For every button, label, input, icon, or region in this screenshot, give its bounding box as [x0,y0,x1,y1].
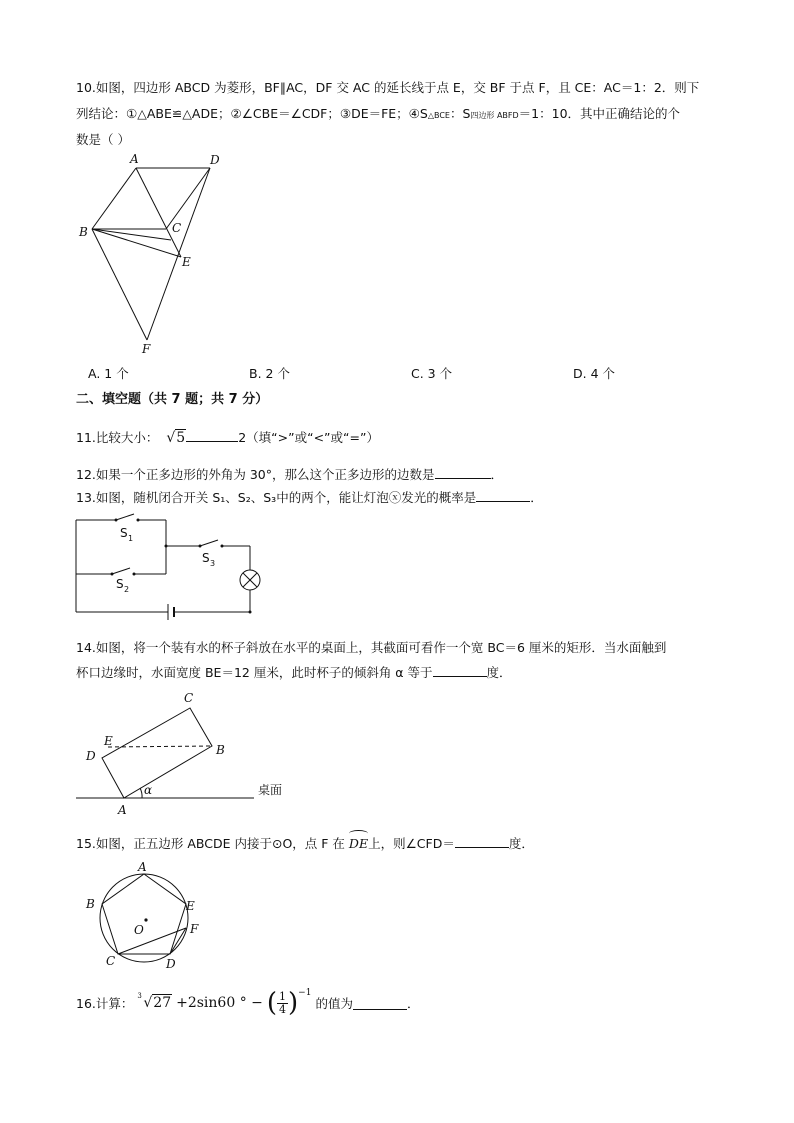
q11-answer-blank[interactable] [186,429,238,442]
q13-label-s3-sub: 3 [210,559,216,568]
q10-label-d: D [210,153,220,167]
switch-contacts [111,519,252,614]
q15-label-a: A [138,860,147,874]
q13-answer-blank[interactable] [476,489,530,502]
q14-label-table: 桌面 [258,783,283,797]
q14-line2 [76,663,512,681]
q10-line2-b: ：S [449,106,471,121]
q10-label-e: E [182,255,191,269]
q14-line2-b: 度． [486,665,512,680]
q15-figure [80,858,210,970]
q12-answer-blank[interactable] [435,466,491,479]
q16-exponent: −1 [298,988,312,998]
q10-line2 [76,104,680,122]
q14-figure [70,688,300,818]
q15-figure-lines [100,874,188,962]
q11-prefix: 11.比较大小： [76,430,159,445]
q10-line1: 10.如图，四边形 ABCD 为菱形，BF∥AC，DF 交 AC 的延长线于点 E，交 BF 于点 F，且 CE：AC＝1：2．则下 [76,80,700,95]
q16-mid: +2sin60 ° − [176,995,263,1011]
q12 [76,465,503,483]
q14-line1: 14.如图，将一个装有水的杯子斜放在水平的桌面上，其截面可看作一个宽 BC＝6 厘米的矩形．当水面触到 [76,640,667,655]
q10-label-b: B [79,225,88,239]
q16 [76,988,419,1018]
q11-after: 2（填“>”或“<”或“=”） [238,430,379,445]
q10-option-d[interactable]: D. 4 个 [573,366,615,381]
q14-label-b: B [216,743,225,757]
q10-label-a: A [130,152,139,166]
q10-option-b[interactable]: B. 2 个 [249,366,290,381]
q15-arc [349,834,368,851]
q10-sub-abfd: 四边形 ABFD [470,111,519,120]
q10-line2-a: 列结论：①△ABE≌△ADE；②∠CBE＝∠CDF；③DE＝FE；④S [76,106,428,121]
q13-text: 13.如图，随机闭合开关 S₁、S₂、S₃中的两个，能让灯泡ⓧ发光的概率是 [76,490,477,505]
q16-end: ． [406,996,420,1011]
q14-answer-blank[interactable] [433,664,487,677]
q15-end: 度． [508,836,534,851]
q10-figure [70,150,240,360]
q15-text-b: 上，则∠CFD＝ [368,836,455,851]
q10-label-c: C [172,221,182,235]
q12-text: 12.如果一个正多边形的外角为 30°，那么这个正多边形的边数是 [76,467,435,482]
q13-label-s2-sub: 2 [124,585,130,594]
q12-end: ． [490,467,504,482]
q15-answer-blank[interactable] [455,835,509,848]
q15-label-f: F [190,922,199,936]
arc-mark-icon [349,830,368,837]
q16-power [267,988,312,1018]
q16-radicand: 27 [153,995,172,1011]
q16-frac-den: 4 [279,1002,287,1016]
q11-sqrt: √5 [166,430,186,446]
q14-line2-a: 杯口边缘时，水面宽度 BE＝12 厘米，此时杯子的倾斜角 α 等于 [76,665,433,680]
q16-left-paren: ( [266,988,278,1018]
q15-label-b: B [86,897,95,911]
q15-label-d: D [166,957,176,970]
q16-right-paren: ) [288,988,299,1018]
q10-sub-bce: △BCE [427,111,450,120]
q16-answer-blank[interactable] [353,997,407,1010]
q14-label-e: E [104,734,113,748]
q10-line3: 数是（ ） [76,132,130,147]
section-2-title: 二、填空题（共 7 题；共 7 分） [76,392,269,407]
q14-label-d: D [86,749,96,763]
q16-prefix: 16.计算： [76,996,134,1011]
q13-circuit-wires [76,514,250,620]
q13-end: ． [530,490,543,505]
q15-text-a: 15.如图，正五边形 ABCDE 内接于⊙O，点 F 在 [76,836,345,851]
q10-line2-c: ＝1：10．其中正确结论的个 [518,106,681,121]
q13-label-s3: S [202,551,210,565]
q11-radicand: 5 [176,430,186,446]
q13-label-s1: S [120,526,128,540]
q14-label-c: C [184,691,194,705]
q10-label-f: F [142,342,151,356]
q13-label-s1-sub: 1 [128,534,134,543]
q14-label-alpha: α [144,783,153,797]
q10-option-c[interactable]: C. 3 个 [411,366,453,381]
q14-figure-lines [76,708,254,798]
q15 [76,834,534,852]
q16-root-index: 3 [137,992,142,1000]
q16-cuberoot: 3 √27 [137,992,172,1011]
q13 [76,488,543,506]
q16-frac-num: 1 [279,989,287,1003]
q10-option-a[interactable]: A. 1 个 [88,366,129,381]
q15-label-o: O [134,923,144,937]
q15-label-e: E [186,899,195,913]
q15-arc-label: DE [348,836,369,851]
q11 [76,428,379,446]
q15-label-c: C [106,954,116,968]
q16-suffix: 的值为 [315,996,353,1011]
q13-label-s2: S [116,577,124,591]
q13-circuit [70,512,270,622]
lamp-icon [240,570,260,590]
q14-label-a: A [118,803,127,817]
q16-fraction [277,991,288,1016]
q10-figure-lines [92,168,210,340]
q15-center-dot [144,918,147,921]
